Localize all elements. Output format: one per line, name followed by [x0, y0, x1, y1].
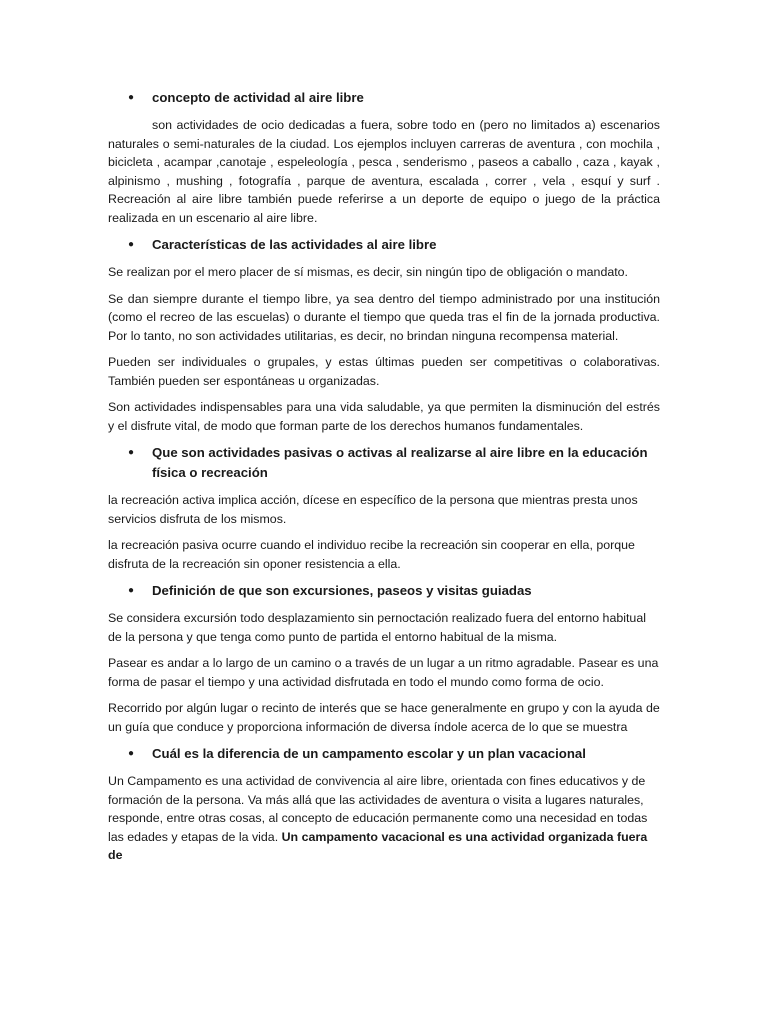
- bullet-icon: ●: [128, 748, 135, 759]
- section-heading-5: [108, 744, 660, 764]
- heading-text: concepto de actividad al aire libre: [152, 90, 364, 105]
- heading-text: Características de las actividades al aire libre: [152, 237, 437, 252]
- paragraph: la recreación pasiva ocurre cuando el individuo recibe la recreación sin cooperar en ella, porque disfruta de la recreación sin oponer resistencia a ella.: [108, 538, 635, 571]
- paragraph: Pasear es andar a lo largo de un camino o a través de un lugar a un ritmo agradable. Pasear es una forma de pasar el tiempo y una actividad disfrutada en todo el mundo como forma de ocio.: [108, 656, 659, 689]
- paragraph-body: Un Campamento es una actividad de convivencia al aire libre, orientada con fines educativos y de formación de la persona. Va más allá que las actividades de aventura o visita a lugares naturales, responde, entre otras cosas, al concepto de educación permanente como una necesidad en todas las edades y etapas de la vida.: [108, 774, 648, 844]
- paragraph: la recreación activa implica acción, dícese en específico de la persona que mientras presta unos servicios disfruta de los mismos.: [108, 493, 638, 526]
- paragraph-bold-tail: Un campamento vacacional es una actividad organizada fuera de: [108, 829, 648, 862]
- paragraph: Recorrido por algún lugar o recinto de interés que se hace generalmente en grupo y con la ayuda de un guía que conduce y proporciona información de diversa índole acerca de lo que se muestra: [108, 701, 660, 734]
- bullet-icon: ●: [128, 585, 135, 596]
- paragraph: [108, 772, 660, 865]
- paragraph: Pueden ser individuales o grupales, y estas últimas pueden ser competitivas o colaborativas. También pueden ser espontáneas u organizadas.: [108, 355, 660, 388]
- paragraph: Se realizan por el mero placer de sí mismas, es decir, sin ningún tipo de obligación o mandato.: [108, 265, 629, 279]
- bullet-icon: ●: [128, 239, 135, 250]
- heading-text: Cuál es la diferencia de un campamento escolar y un plan vacacional: [152, 746, 586, 761]
- heading-text: Definición de que son excursiones, paseos y visitas guiadas: [152, 583, 532, 598]
- paragraph: Son actividades indispensables para una vida saludable, ya que permiten la disminución del estrés y el disfrute vital, de modo que forman parte de los derechos humanos fundamentales.: [108, 400, 660, 433]
- bullet-icon: ●: [128, 92, 135, 103]
- section-heading-3: [108, 443, 660, 483]
- document-page: [108, 88, 660, 873]
- heading-text: Que son actividades pasivas o activas al realizarse al aire libre en la educación física o recreación: [152, 445, 648, 480]
- section-heading-1: [108, 88, 660, 108]
- paragraph: son actividades de ocio dedicadas a fuera, sobre todo en (pero no limitados a) escenarios naturales o semi-naturales de la ciudad. Los ejemplos incluyen carreras de aventura , con mochila , bicicleta , acampar ,canotaje , espeleología , pesca , senderismo , paseos a caballo , caza , kayak , alpinismo , mushing , fotografía , parque de aventura, escalada , correr , vela , esquí y surf . Recreación al aire libre también puede referirse a un deporte de equipo o juego de la práctica realizada en un escenario al aire libre.: [108, 118, 660, 225]
- section-heading-4: [108, 581, 660, 601]
- paragraph: Se dan siempre durante el tiempo libre, ya sea dentro del tiempo administrado por una institución (como el recreo de las escuelas) o durante el tiempo que queda tras el fin de la jornada productiva. Por lo tanto, no son actividades utilitarias, es decir, no brindan ninguna recompensa material.: [108, 291, 660, 343]
- paragraph: Se considera excursión todo desplazamiento sin pernoctación realizado fuera del entorno habitual de la persona y que tenga como punto de partida el entorno habitual de la misma.: [108, 611, 646, 644]
- section-heading-2: [108, 235, 660, 255]
- bullet-icon: ●: [128, 447, 135, 458]
